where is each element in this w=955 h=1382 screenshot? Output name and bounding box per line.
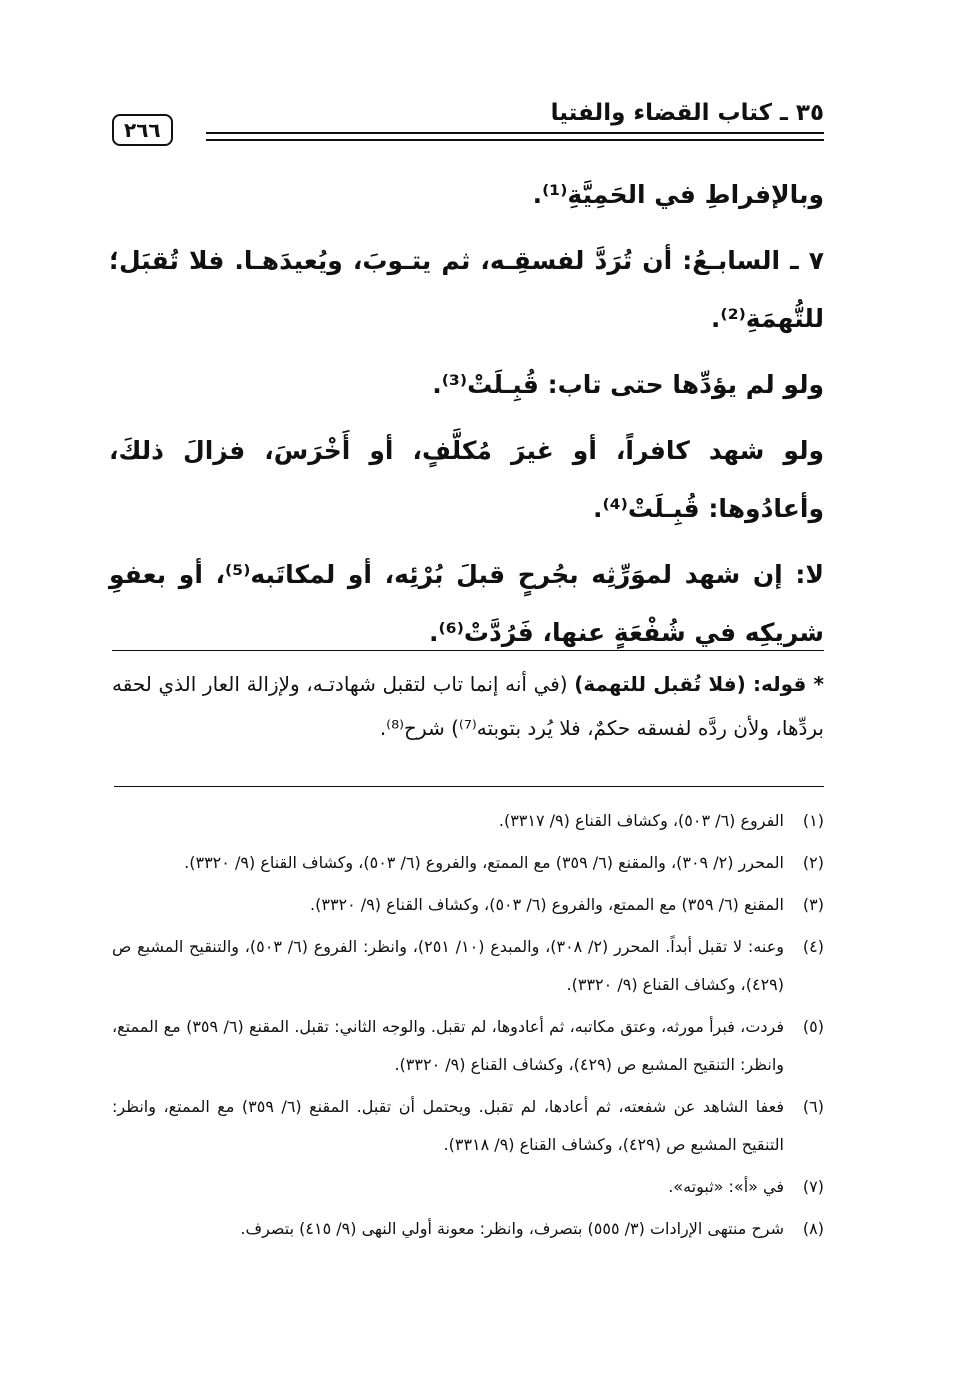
footnote-text: شرح منتهى الإرادات (٣/ ٥٥٥) بتصرف، وانظر: معونة أولي النهى (٩/ ٤١٥) بتصرف. xyxy=(240,1219,784,1238)
footnote xyxy=(112,1088,824,1164)
footnote-number: (٥) xyxy=(802,1017,824,1036)
main-paragraph: ولو لم يؤدِّها حتى تاب: قُبِـلَتْ⁽³⁾. xyxy=(432,370,824,399)
footnote-number: (٦) xyxy=(802,1097,824,1116)
footnote-number: (٣) xyxy=(802,895,824,914)
main-paragraph: ٧ ـ السابـعُ: أن تُرَدَّ لفسقِـه، ثم يتـوبَ، ويُعيدَهـا. فلا تُقبَل؛ للتُّهمَةِ⁽²⁾. xyxy=(109,246,824,333)
footnote-number: (٧) xyxy=(802,1177,824,1196)
footnote xyxy=(112,802,824,840)
footnote xyxy=(112,928,824,1004)
main-text xyxy=(109,166,824,662)
footnote-text: فردت، فبرأ مورثه، وعتق مكاتبه، ثم أعادوها، لم تقبل. والوجه الثاني: تقبل. المقنع (٦/ ٣٥٩) مع الممتع، وانظر: التنقيح المشبع ص (٤٢٩)، وكشاف القناع (٩/ ٣٣٢٠). xyxy=(112,1017,785,1074)
footnote-text: المقنع (٦/ ٣٥٩) مع الممتع، والفروع (٦/ ٥٠٣)، وكشاف القناع (٩/ ٣٣٢٠). xyxy=(310,895,784,914)
footnote xyxy=(112,1008,824,1084)
main-paragraph: ولو شهد كافراً، أو غيرَ مُكلَّفٍ، أو أَخْرَسَ، فزالَ ذلكَ، وأعادُوها: قُبِـلَتْ⁽⁴⁾. xyxy=(109,436,824,523)
commentary-paragraph xyxy=(112,662,824,750)
chapter-title: ٣٥ ـ كتاب القضاء والفتيا xyxy=(550,100,824,126)
footnote xyxy=(112,1168,824,1206)
footnote-divider xyxy=(114,786,824,787)
footnote-number: (٤) xyxy=(802,937,824,956)
footnote-text: في «أ»: «ثبوته». xyxy=(668,1177,784,1196)
page-header xyxy=(112,96,824,148)
commentary-text: (في أنه إنما تاب لتقبل شهادتـه، ولإزالة العار الذي لحقه بردِّها، ولأن ردَّه لفسقه حكمٌ، فلا يُرد بتوبته⁽⁷⁾) شرح⁽⁸⁾. xyxy=(112,672,824,740)
footnote xyxy=(112,1210,824,1248)
commentary-lead: * قوله: (فلا تُقبل للتهمة) xyxy=(574,672,824,696)
footnote xyxy=(112,844,824,882)
footnote-number: (٨) xyxy=(802,1219,824,1238)
main-paragraph: وبالإفراطِ في الحَمِيَّةِ⁽¹⁾. xyxy=(532,180,824,209)
main-paragraph: لا: إن شهد لموَرِّثِه بجُرحٍ قبلَ بُرْئِه، أو لمكاتَبه⁽⁵⁾، أو بعفوِ شريكِه في شُفْعَةٍ عنها، فَرُدَّتْ⁽⁶⁾. xyxy=(109,560,824,647)
footnote-text: الفروع (٦/ ٥٠٣)، وكشاف القناع (٩/ ٣٣١٧). xyxy=(498,811,784,830)
header-rule xyxy=(206,132,824,141)
footnote xyxy=(112,886,824,924)
footnote-text: فعفا الشاهد عن شفعته، ثم أعادها، لم تقبل. ويحتمل أن تقبل. المقنع (٦/ ٣٥٩) مع الممتع، وانظر: التنقيح المشبع ص (٤٢٩)، وكشاف القناع (٩/ ٣٣١٨). xyxy=(112,1097,784,1154)
footnote-text: المحرر (٢/ ٣٠٩)، والمقنع (٦/ ٣٥٩) مع الممتع، والفروع (٦/ ٥٠٣)، وكشاف القناع (٩/ ٣٣٢٠). xyxy=(184,853,784,872)
footnotes xyxy=(112,802,824,1252)
commentary-divider xyxy=(112,650,824,651)
footnote-number: (٢) xyxy=(802,853,824,872)
page-number: ٢٦٦ xyxy=(112,114,173,146)
footnote-text: وعنه: لا تقبل أبداً. المحرر (٢/ ٣٠٨)، والمبدع (١٠/ ٢٥١)، وانظر: الفروع (٦/ ٥٠٣)، والتنقيح المشبع ص (٤٢٩)، وكشاف القناع (٩/ ٣٣٢٠). xyxy=(112,937,784,994)
footnote-number: (١) xyxy=(802,811,824,830)
commentary xyxy=(112,662,824,750)
